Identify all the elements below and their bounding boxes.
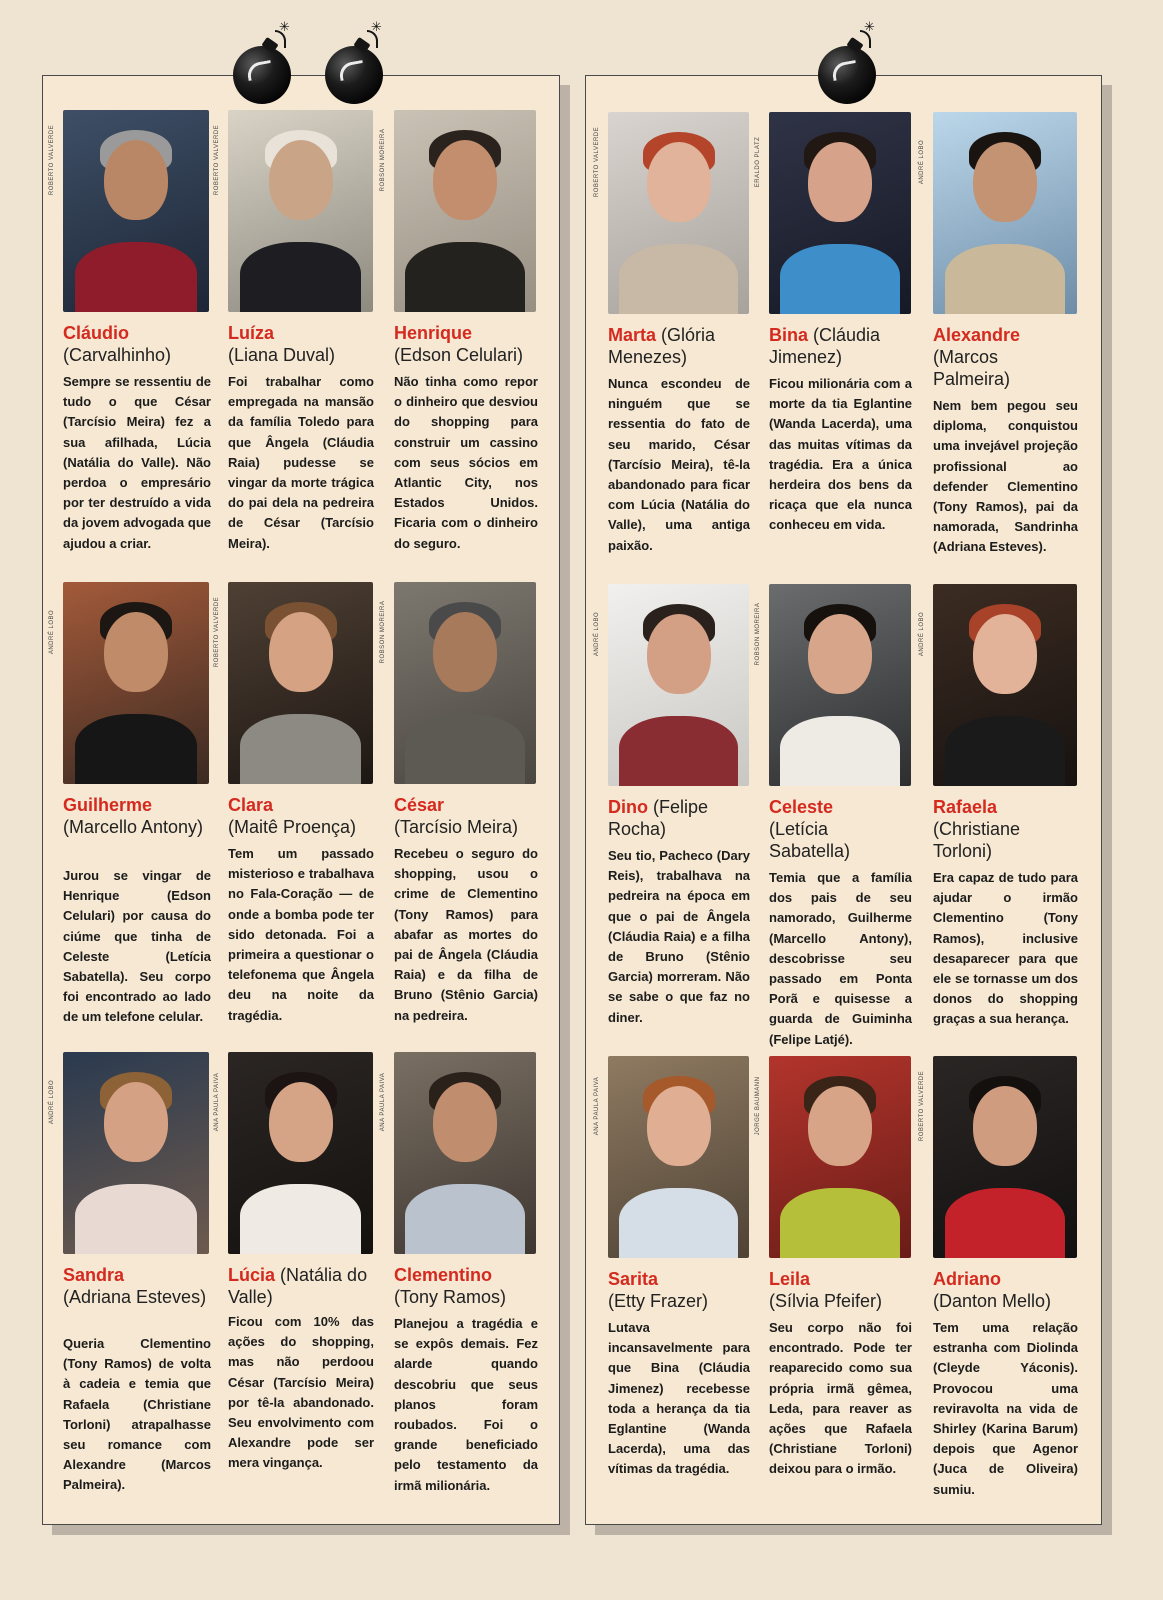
photo-credit: ROBERTO VALVERDE [214,124,220,196]
photo-credit: ANDRÉ LOBO [49,1079,55,1125]
character-card-luiza [214,110,374,580]
character-card-sarita [594,1056,750,1496]
character-bio: Tem uma relação estranha com Diolinda (Cleyde Yáconis). Provocou uma reviravolta na vida de Shirley (Karina Barum) depois que Agenor (Juca de Oliveira) sumiu. [933,1320,1078,1497]
character-photo [394,1052,536,1254]
photo-credit: ROBSON MOREIRA [755,602,761,666]
character-card-lucia [214,1052,374,1492]
actor-name: (Marcos Palmeira) [933,347,1011,389]
character-name: Luíza [228,323,275,343]
character-bio: Planejou a tragédia e se expôs demais. Fez alarde quando descobriu que seus planos foram roubados. Foi o grande beneficiado pelo testamento da irmã milionária. [394,1316,538,1493]
character-name: Henrique [394,323,473,343]
photo-credit: ANDRÉ LOBO [919,139,925,185]
actor-name: (Natália do Valle) [228,1265,368,1307]
photo-credit: ANDRÉ LOBO [594,611,600,657]
character-card-claudio [49,110,211,580]
character-bio: Nunca escondeu de ninguém que se ressentia do fato de seu marido, César (Tarcísio Meira), tê-la abandonado para ficar com Lúcia (Natália do Valle), uma antiga paixão. [608,376,750,553]
character-bio: Ficou milionária com a morte da tia Eglantine (Wanda Lacerda), uma das muitas vítimas da tragédia. Era a única herdeira dos bens da ricaça que ela nunca conheceu em vida. [769,376,912,533]
character-card-bina [755,112,912,582]
actor-name: (Marcello Antony) [63,817,204,837]
photo-credit: JORGE BAUMANN [755,1076,761,1136]
character-card-adriano [919,1056,1078,1497]
actor-name: (Tarcísio Meira) [394,817,519,837]
character-card-sandra [49,1052,211,1493]
character-name: Marta [608,325,657,345]
actor-name: (Maitê Proença) [228,817,357,837]
character-card-henrique [380,110,538,580]
photo-credit: ROBERTO VALVERDE [214,596,220,668]
character-bio: Jurou se vingar de Henrique (Edson Celulari) por causa do ciúme que tinha de Celeste (Letícia Sabatella). Seu corpo foi encontrado ao lado de um telefone celular. [63,868,211,1025]
actor-name: (Danton Mello) [933,1291,1052,1311]
character-name: Sandra [63,1265,125,1285]
character-photo [608,584,749,786]
actor-name: (Carvalhinho) [63,345,172,365]
character-bio: Temia que a família dos pais de seu namorado, Guilherme (Marcello Antony), descobrisse seu passado em Ponta Porã e quisesse a guarda de Guiminha (Felipe Latjé). [769,870,912,1047]
character-card-marta [594,112,750,582]
character-name: Leila [769,1269,811,1289]
character-photo [769,112,911,314]
actor-name: (Edson Celulari) [394,345,524,365]
character-name: Alexandre [933,325,1021,345]
character-name: Clara [228,795,274,815]
photo-credit: ANDRÉ LOBO [49,609,55,655]
photo-credit: ROBSON MOREIRA [380,128,386,192]
character-bio: Seu corpo não foi encontrado. Pode ter reaparecido como sua própria irmã gêmea, Leda, para reaver as ações que Rafaela (Christiane Torloni) deixou para o irmão. [769,1320,912,1477]
character-bio: Não tinha como repor o dinheiro que desviou do shopping para construir um cassino com seus sócios em Atlantic City, nos Estados Unidos. Ficaria com o dinheiro do seguro. [394,374,538,551]
character-bio: Lutava incansavelmente para que Bina (Cláudia Jimenez) recebesse toda a herança da tia Eglantine (Wanda Lacerda), uma das vítimas da tragédia. [608,1320,750,1477]
character-bio: Era capaz de tudo para ajudar o irmão Clementino (Tony Ramos), inclusive desaparecer para que ele se tornasse um dos donos do shopping graças a sua herança. [933,870,1078,1027]
character-photo [933,584,1077,786]
character-bio: Sempre se ressentiu de tudo o que César (Tarcísio Meira) fez a sua afilhada, Lúcia (Natália do Valle). Não perdoa o empresário por ter destruído a vida da jovem advogada que ajudou a criar. [63,374,211,551]
character-name: Celeste [769,797,834,817]
character-bio: Nem bem pegou seu diploma, conquistou uma invejável projeção profissional ao defender Clementino (Tony Ramos), pai da namorada, Sandrinha (Adriana Esteves). [933,398,1078,555]
character-bio: Seu tio, Pacheco (Dary Reis), trabalhava na pedreira na época em que o pai de Ângela (Cláudia Raia) e a filha de Bruno (Stênio Garcia) morreram. Não se sabe o que faz no diner. [608,848,750,1025]
character-photo [608,112,749,314]
photo-credit: ROBERTO VALVERDE [919,1070,925,1142]
character-bio: Queria Clementino (Tony Ramos) de volta à cadeia e temia que Rafaela (Christiane Torloni) atrapalhasse seu romance com Alexandre (Marcos Palmeira). [63,1336,211,1493]
character-bio: Tem um passado misterioso e trabalhava no Fala-Coração — de onde a bomba pode ter sido detonada. Foi a primeira a questionar o telefonema que Ângela deu na noite da tragédia. [228,846,374,1023]
character-name: Adriano [933,1269,1002,1289]
photo-credit: ROBSON MOREIRA [380,600,386,664]
character-card-rafaela [919,584,1078,1054]
character-photo [394,582,536,784]
character-photo [608,1056,749,1258]
character-photo [228,1052,373,1254]
character-card-guilherme [49,582,211,1052]
character-name: Dino [608,797,648,817]
actor-name: (Etty Frazer) [608,1291,709,1311]
character-name: Rafaela [933,797,998,817]
character-photo [228,582,373,784]
character-card-alexandre [919,112,1078,582]
photo-credit: ROBERTO VALVERDE [49,124,55,196]
photo-credit: ERALDO PLATZ [755,136,761,188]
actor-name: (Adriana Esteves) [63,1287,207,1307]
character-name: Clementino [394,1265,493,1285]
character-name: César [394,795,445,815]
character-photo [394,110,536,312]
character-bio: Ficou com 10% das ações do shopping, mas não perdoou César (Tarcísio Meira) por tê-la abandonado. Seu envolvimento com Alexandre pode ser mera vingança. [228,1314,374,1471]
actor-name: (Liana Duval) [228,345,336,365]
character-photo [933,1056,1077,1258]
actor-name: (Glória Menezes) [608,325,716,367]
character-bio: Foi trabalhar como empregada na mansão da família Toledo para que Ângela (Cláudia Raia) pudesse se vingar da morte trágica do pai dela na pedreira de César (Tarcísio Meira). [228,374,374,551]
character-photo [63,582,209,784]
actor-name: (Letícia Sabatella) [769,819,851,861]
actor-name: (Felipe Rocha) [608,797,709,839]
character-photo [63,110,209,312]
photo-credit: ANDRÉ LOBO [919,611,925,657]
actor-name: (Christiane Torloni) [933,819,1021,861]
bomb-icon: ✳ [233,46,291,104]
character-photo [228,110,373,312]
character-name: Bina [769,325,809,345]
character-card-celeste [755,584,912,1054]
character-name: Lúcia [228,1265,276,1285]
bomb-icon: ✳ [325,46,383,104]
photo-credit: ANA PAULA PAIVA [214,1072,220,1132]
actor-name: (Tony Ramos) [394,1287,507,1307]
character-card-cesar [380,582,538,1052]
photo-credit: ANA PAULA PAIVA [594,1076,600,1136]
character-name: Sarita [608,1269,659,1289]
actor-name: (Sílvia Pfeifer) [769,1291,883,1311]
character-card-dino [594,584,750,1054]
character-card-clara [214,582,374,1052]
photo-credit: ANA PAULA PAIVA [380,1072,386,1132]
character-photo [63,1052,209,1254]
actor-name: (Cláudia Jimenez) [769,325,881,367]
character-photo [769,584,911,786]
photo-credit: ROBERTO VALVERDE [594,126,600,198]
character-bio: Recebeu o seguro do shopping, usou o crime de Clementino (Tony Ramos) para abafar as mortes do pai de Ângela (Cláudia Raia) e da filha de Bruno (Stênio Garcia) na pedreira. [394,846,538,1023]
character-name: Cláudio [63,323,129,343]
character-name: Guilherme [63,795,153,815]
character-card-leila [755,1056,912,1496]
bomb-icon: ✳ [818,46,876,104]
character-photo [933,112,1077,314]
character-photo [769,1056,911,1258]
character-card-clementino [380,1052,538,1493]
